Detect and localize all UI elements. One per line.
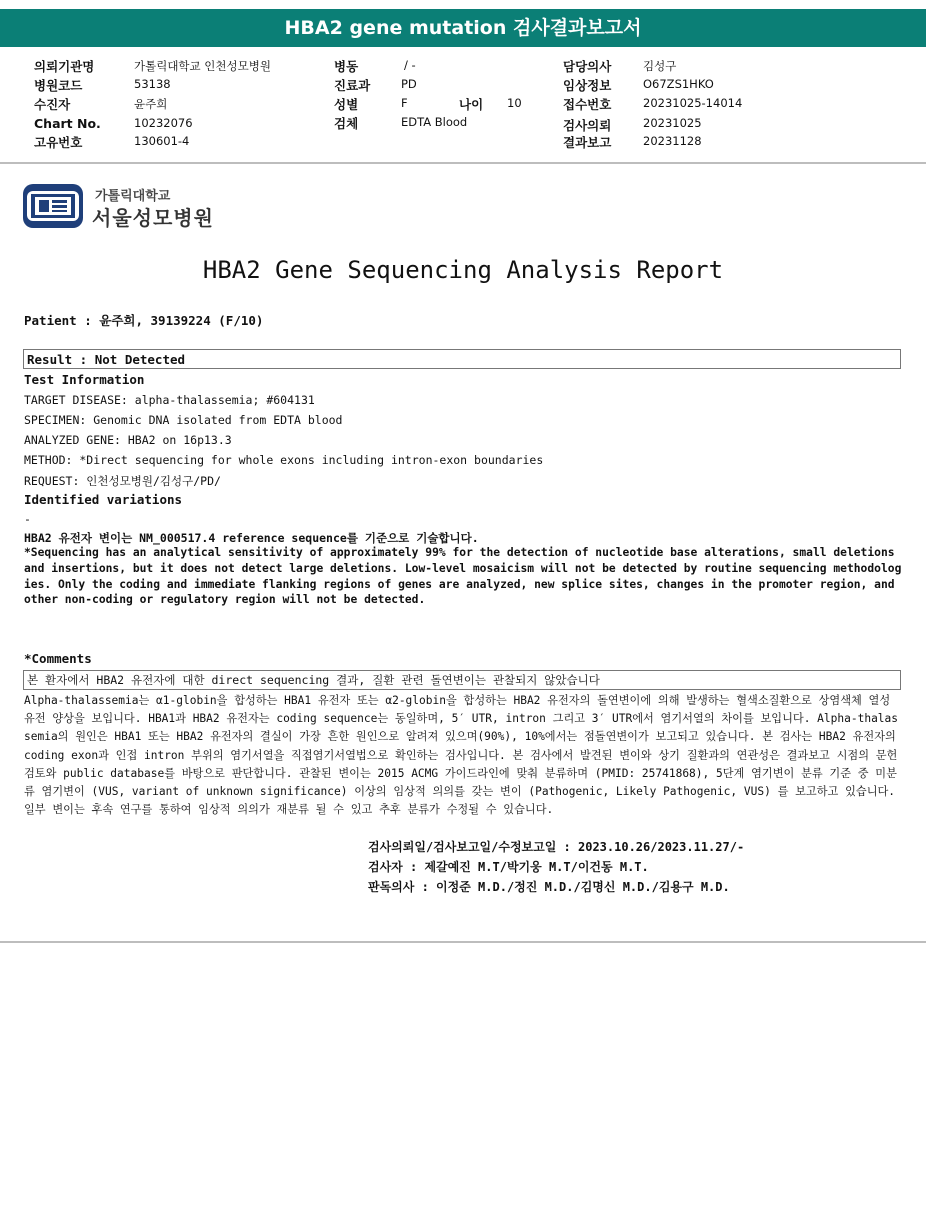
value-unique-no: 130601-4 xyxy=(134,134,190,148)
label-receipt-no: 접수번호 xyxy=(563,97,612,112)
info-method: METHOD: *Direct sequencing for whole exons including intron-exon boundaries xyxy=(24,453,544,467)
report-title: HBA2 Gene Sequencing Analysis Report xyxy=(202,256,724,284)
label-clinical-info: 임상정보 xyxy=(563,78,612,93)
variations-heading: Identified variations xyxy=(24,492,183,507)
value-ward: / - xyxy=(404,58,416,72)
label-unique-no: 고유번호 xyxy=(34,135,83,150)
label-report-date: 결과보고 xyxy=(563,135,612,150)
hospital-logo xyxy=(22,183,222,231)
value-report-date: 20231128 xyxy=(643,134,702,148)
comments-heading: *Comments xyxy=(24,651,92,666)
footer-divider xyxy=(0,941,926,943)
value-sex: F xyxy=(401,96,408,110)
catholic-emblem-icon xyxy=(22,183,84,229)
comment-text: Alpha-thalassemia는 α1-globin을 합성하는 HBA1 유전자 또는 α2-globin을 합성하는 HBA2 유전자의 돌연변이에 의해 발생하는 혈색소질환으로 상염색체 열성 유전 양상을 보입니다. HBA1과 HBA2 유전자는 coding sequence는 동일하며, 5′ UTR, intron 그리고 3′ UTR에서 염기서열의 차이를 보입니다. Alpha-thalassemia의 원인은 HBA1 또는 HBA2 유전자의 결실이 가장 흔한 원인으로 알려져 있으며(90%), 10%에서는 점돌연변이가 보고되고 있습니다. 본 검사는 HBA2 유전자의 coding exon과 인접 intron 부위의 염기서열을 직접염기서열법으로 확인하는 검사입니다. 본 검사에서 발견된 변이와 상기 질환과의 연관성은 결과보고 시점의 문헌 검토와 public database를 바탕으로 판단합니다. 관찰된 변이는 2015 ACMG 가이드라인에 맞춰 분류하며 (PMID: 25741868), 5단계 염기변이 분류 기준 중 미분류 염기변이 (VUS, variant of unknown significance) 이상의 임상적 의의를 갖는 변이 (Pathogenic, Likely Pathogenic, VUS) 를 보고하고 있습니다. 일부 변이는 후속 연구를 통하여 임상적 의의가 재분류 될 수 있고 추후 분류가 수정될 수 있습니다. xyxy=(24,694,899,817)
info-specimen: SPECIMEN: Genomic DNA isolated from EDTA blood xyxy=(24,413,343,427)
comment-summary-box: 본 환자에서 HBA2 유전자에 대한 direct sequencing 결과, 질환 관련 돌연변이는 관찰되지 않았습니다 xyxy=(23,670,901,690)
value-age: 10 xyxy=(507,96,522,110)
value-receipt-no: 20231025-14014 xyxy=(643,96,743,110)
sign-dates: 검사의뢰일/검사보고일/수정보고일 : 2023.10.26/2023.11.27/- xyxy=(368,840,745,854)
header-divider xyxy=(0,162,926,164)
value-institution: 가톨릭대학교 인천성모병원 xyxy=(134,59,271,73)
label-doctor: 담당의사 xyxy=(563,59,612,74)
value-patient: 윤주희 xyxy=(134,97,168,111)
label-sex: 성별 xyxy=(334,97,359,112)
reference-note: HBA2 유전자 변이는 NM_000517.4 reference sequence를 기준으로 기술합니다. xyxy=(24,531,479,545)
info-request: REQUEST: 인천성모병원/김성구/PD/ xyxy=(24,474,221,488)
value-hospital-code: 53138 xyxy=(134,77,171,91)
value-chart-no: 10232076 xyxy=(134,116,193,130)
value-clinical-info: O67ZS1HKO xyxy=(643,77,714,91)
logo-university: 가톨릭대학교 xyxy=(95,189,171,204)
label-age: 나이 xyxy=(459,97,484,112)
sign-technicians: 검사자 : 제갈예진 M.T/박기웅 M.T/이건동 M.T. xyxy=(368,860,649,874)
label-chart-no: Chart No. xyxy=(34,116,101,131)
patient-line: Patient : 윤주희, 39139224 (F/10) xyxy=(24,313,264,328)
info-target-disease: TARGET DISEASE: alpha-thalassemia; #604131 xyxy=(24,393,315,407)
label-hospital-code: 병원코드 xyxy=(34,78,83,93)
info-analyzed-gene: ANALYZED GENE: HBA2 on 16p13.3 xyxy=(24,433,232,447)
logo-hospital: 서울성모병원 xyxy=(92,206,214,230)
label-patient: 수진자 xyxy=(34,97,71,112)
variations-value: - xyxy=(24,512,31,526)
sign-pathologists: 판독의사 : 이정준 M.D./정진 M.D./김명신 M.D./김용구 M.D. xyxy=(368,880,730,894)
report-banner xyxy=(0,9,926,47)
label-specimen: 검체 xyxy=(334,116,359,131)
label-request-date: 검사의뢰 xyxy=(563,118,612,133)
sensitivity-note: *Sequencing has an analytical sensitivity of approximately 99% for the detection of nucleotide base alterations, small deletions and insertions, but it does not detect large deletions. Low-level mosaicism will not be detected by routine sequencing methodologies. Only the coding and immediate flanking regions of genes are analyzed, new splice sites, changes in the promoter region, and other non-coding or regulatory region will not be detected. xyxy=(24,546,902,607)
value-department: PD xyxy=(401,77,417,91)
value-doctor: 김성구 xyxy=(643,59,677,73)
label-ward: 병동 xyxy=(334,59,359,74)
label-department: 진료과 xyxy=(334,78,371,93)
value-specimen: EDTA Blood xyxy=(401,115,468,129)
label-institution: 의뢰기관명 xyxy=(34,59,95,74)
test-info-heading: Test Information xyxy=(24,372,145,387)
banner-title: HBA2 gene mutation 검사결과보고서 xyxy=(284,17,642,39)
result-box: Result : Not Detected xyxy=(23,349,901,369)
value-request-date: 20231025 xyxy=(643,116,702,130)
